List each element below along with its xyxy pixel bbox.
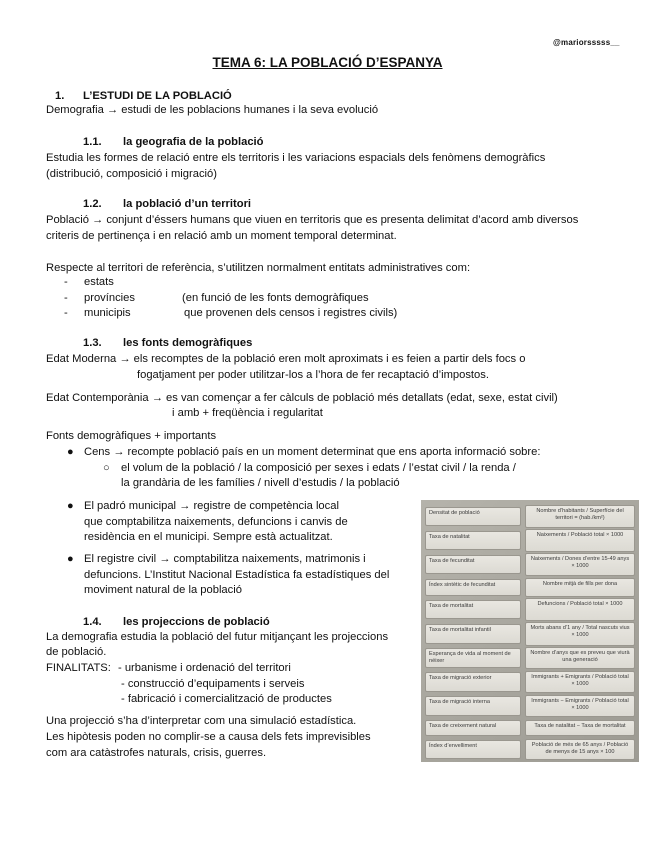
photo-cell-formula: Nombre d’anys que es preveu que viurà una generació: [525, 647, 635, 669]
padro-line: residència en el municipi. Sempre està actualitzat.: [84, 531, 333, 543]
page-title: TEMA 6: LA POBLACIÓ D’ESPANYA: [212, 55, 443, 70]
section-1-2-line: Població → conjunt d’éssers humans que viuen en territoris que es presenta delimitat d’acord amb diversos: [46, 214, 579, 226]
section-1-4-line: La demografia estudia la població del futur mitjançant les projeccions: [46, 631, 389, 643]
section-1-4-number: 1.4.: [83, 616, 102, 628]
fonts-intro: Fonts demogràfiques + importants: [46, 430, 217, 442]
section-1-number: 1.: [55, 90, 65, 102]
photo-cell-label: Taxa de natalitat: [425, 531, 521, 550]
photo-cell-formula: Defuncions / Població total × 1000: [525, 598, 635, 621]
bullet-dot: ●: [67, 553, 74, 565]
section-1-1-line: Estudia les formes de relació entre els territoris i les variacions espacials dels fenòmens demogràfics: [46, 152, 546, 164]
photo-cell-label: Densitat de població: [425, 507, 521, 526]
demographic-rates-photo: [421, 500, 639, 762]
closing-line: Una projecció s’ha d’interpretar com una simulació estadística.: [46, 715, 357, 727]
list-dash: -: [64, 276, 68, 288]
photo-cell-label: Taxa de creixement natural: [425, 720, 521, 736]
list-item-label: províncies: [84, 292, 135, 304]
cens-sub-line: la grandària de les famílies / nivell d’estudis / la població: [121, 477, 400, 489]
section-1-2-heading: la població d’un territori: [123, 198, 252, 210]
list-item-note: que provenen dels censos i registres civils): [184, 307, 398, 319]
section-1-1-line: (distribució, composició i migració): [46, 168, 217, 180]
photo-cell-formula: Naixements / Població total × 1000: [525, 529, 635, 552]
section-1-2-line: criteris de pertinença i en relació amb un moment temporal determinat.: [46, 230, 397, 242]
bullet-dot: ●: [67, 446, 74, 458]
author-handle: @mariorsssss__: [553, 38, 620, 47]
finalitat-item: - fabricació i comercialització de productes: [121, 693, 332, 705]
section-1-2-number: 1.2.: [83, 198, 102, 210]
edat-moderna-line: Edat Moderna → els recomptes de la població eren molt aproximats i es feien a partir dels focs o: [46, 353, 526, 365]
registre-line: moviment natural de la població: [84, 584, 242, 596]
section-1-text: Demografia → estudi de les poblacions humanes i la seva evolució: [46, 104, 379, 116]
photo-cell-label: Índex d’envelliment: [425, 740, 521, 759]
padro-line: que comptabilitza naixements, defuncions i canvis de: [84, 516, 348, 528]
list-item-note: (en funció de les fonts demogràfiques: [182, 292, 369, 304]
photo-cell-formula: Nombre d’habitants / Superfície del territori = (hab./km²): [525, 505, 635, 528]
photo-cell-label: Taxa de mortalitat: [425, 600, 521, 619]
section-1-1-heading: la geografia de la població: [123, 136, 264, 148]
finalitat-item: - urbanisme i ordenació del territori: [118, 662, 291, 674]
entities-intro: Respecte al territori de referència, s’utilitzen normalment entitats administratives com:: [46, 262, 471, 274]
sub-bullet-circle: ○: [103, 462, 110, 474]
photo-cell-label: Taxa de migració exterior: [425, 672, 521, 692]
list-dash: -: [64, 307, 68, 319]
photo-cell-label: Taxa de migració interna: [425, 696, 521, 716]
section-1-3-number: 1.3.: [83, 337, 102, 349]
photo-cell-label: Esperança de vida al moment de néixer: [425, 648, 521, 668]
section-1-heading: L’ESTUDI DE LA POBLACIÓ: [83, 90, 232, 102]
cens-sub-line: el volum de la població / la composició per sexes i edats / l’estat civil / la renda /: [121, 462, 516, 474]
list-item-label: municipis: [84, 307, 131, 319]
cens-text: Cens → recompte població país en un moment determinat que ens aporta informació sobre:: [84, 446, 541, 458]
closing-line: Les hipòtesis poden no complir-se a causa dels fets imprevisibles: [46, 731, 371, 743]
photo-cell-formula: Taxa de natalitat − Taxa de mortalitat: [525, 720, 635, 736]
photo-cell-formula: Immigrants + Emigrants / Població total × 1000: [525, 671, 635, 693]
photo-cell-formula: Immigrants − Emigrants / Població total × 1000: [525, 695, 635, 717]
finalitat-item: - construcció d’equipaments i serveis: [121, 678, 305, 690]
list-dash: -: [64, 292, 68, 304]
finalitats-label: FINALITATS:: [46, 662, 111, 674]
closing-line: com ara catàstrofes naturals, crisis, guerres.: [46, 747, 267, 759]
section-1-4-line: de població.: [46, 646, 107, 658]
bullet-dot: ●: [67, 500, 74, 512]
registre-line: El registre civil → comptabilitza naixements, matrimonis i: [84, 553, 366, 565]
section-1-1-number: 1.1.: [83, 136, 102, 148]
photo-cell-label: Taxa de mortalitat infantil: [425, 624, 521, 644]
photo-cell-formula: Naixements / Dones d’entre 15-49 anys × 1000: [525, 553, 635, 576]
edat-moderna-line: fogatjament per poder utilitzar-los a l’hora de fer recaptació d’impostos.: [137, 369, 489, 381]
photo-cell-label: Índex sintètic de fecunditat: [425, 579, 521, 596]
photo-cell-formula: Nombre mitjà de fills per dona: [525, 578, 635, 597]
registre-line: defuncions. L’Institut Nacional Estadística fa estadístiques del: [84, 569, 390, 581]
edat-contemporania-line: i amb + freqüència i regularitat: [172, 407, 323, 419]
padro-line: El padró municipal → registre de competència local: [84, 500, 339, 512]
photo-cell-formula: Població de més de 65 anys / Població de menys de 15 anys × 100: [525, 739, 635, 760]
photo-cell-label: Taxa de fecunditat: [425, 555, 521, 574]
list-item-label: estats: [84, 276, 114, 288]
section-1-3-heading: les fonts demogràfiques: [123, 337, 253, 349]
edat-contemporania-line: Edat Contemporània → es van començar a fer càlculs de població més detallats (edat, sexe, estat civil): [46, 392, 558, 404]
section-1-4-heading: les projeccions de població: [123, 616, 270, 628]
photo-cell-formula: Morts abans d’1 any / Total nascuts vius × 1000: [525, 622, 635, 646]
